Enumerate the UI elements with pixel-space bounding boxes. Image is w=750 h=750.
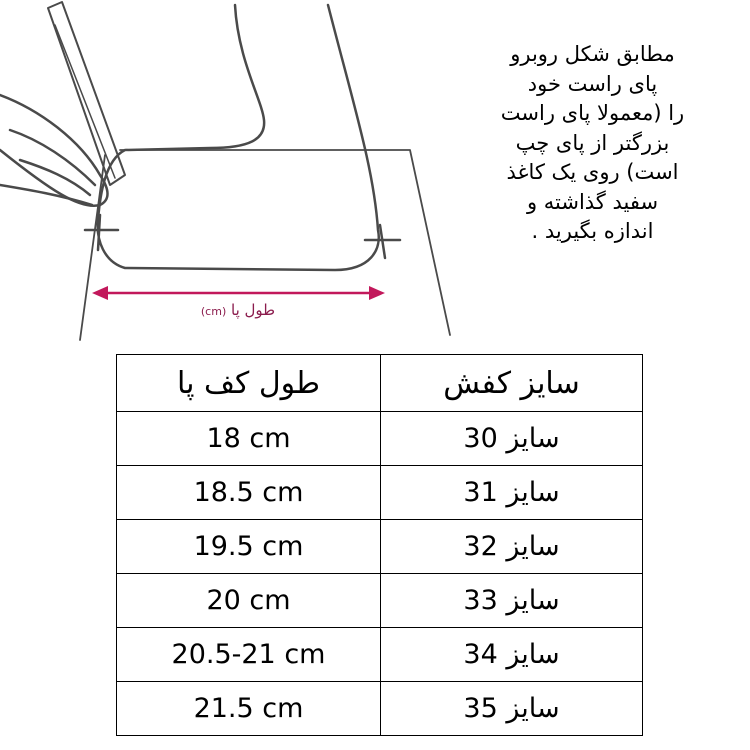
table-row [117,466,643,520]
size-number: 34 [463,639,498,670]
header-foot-length: طول کف پا [117,355,381,412]
shoe-size-cell [381,682,643,736]
size-label: سایز [506,423,560,454]
size-number: 35 [463,693,498,724]
instruction-line: مطابق شکل روبرو [510,42,675,66]
foot-length-caption-text: طول پا [231,301,276,319]
size-label: سایز [506,639,560,670]
foot-length-cell: 19.5 cm [117,520,381,574]
table-row [117,682,643,736]
header-shoe-size: سایز کفش [381,355,643,412]
size-number: 31 [463,477,498,508]
table-row [117,412,643,466]
foot-length-caption-unit: (cm) [200,305,227,318]
table-row [117,520,643,574]
pencil [48,2,125,185]
table-row [117,574,643,628]
measurement-arrow [92,286,385,300]
instruction-line: پای راست خود [527,71,658,96]
table-header-row [117,355,643,412]
shoe-size-cell [381,466,643,520]
foot-length-cell: 21.5 cm [117,682,381,736]
instruction-line: بزرگتر از پای چپ [515,130,670,155]
foot-length-cell: 20.5-21 cm [117,628,381,682]
size-label: سایز [506,585,560,616]
size-label: سایز [506,693,560,724]
instruction-line: اندازه بگیرید . [531,219,654,243]
foot-length-cell: 18 cm [117,412,381,466]
foot-outline [98,5,379,270]
size-label: سایز [506,531,560,562]
size-chart-table [116,354,643,736]
instruction-line: سفید گذاشته و [526,189,659,214]
size-number: 33 [463,585,498,616]
shoe-size-cell [381,412,643,466]
shoe-size-cell [381,574,643,628]
shoe-size-cell [381,628,643,682]
size-label: سایز [506,477,560,508]
foot-length-cell: 20 cm [117,574,381,628]
table-row [117,628,643,682]
foot-length-caption [183,301,293,325]
instruction-line: است) روی یک کاغذ [506,160,679,184]
size-number: 30 [463,423,498,454]
size-number: 32 [463,531,498,562]
toe-tick [365,225,400,258]
foot-length-cell: 18.5 cm [117,466,381,520]
shoe-size-cell [381,520,643,574]
foot-measurement-illustration [0,0,460,345]
measurement-instructions [445,40,740,247]
instruction-line: را (معمولا پای راست [500,101,685,125]
